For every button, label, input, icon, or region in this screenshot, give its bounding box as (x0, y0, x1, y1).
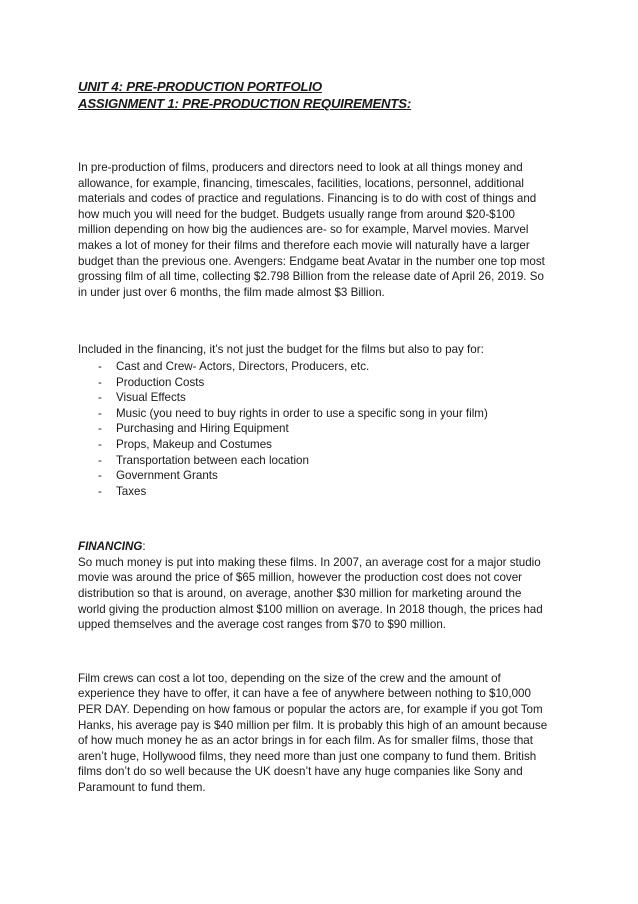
financing-title-colon: : (142, 540, 146, 554)
bullet-dash: - (98, 359, 102, 373)
list-item-text: Music (you need to buy rights in order to use a specific song in your film) (116, 406, 488, 420)
document-body (78, 78, 548, 796)
list-item (78, 390, 548, 406)
list-item-text: Taxes (116, 484, 147, 498)
assignment-heading: ASSIGNMENT 1: PRE-PRODUCTION REQUIREMENTS: (78, 96, 412, 111)
list-item (78, 468, 548, 484)
financing-paragraph: So much money is put into making these films. In 2007, an average cost for a major studio movie was around the price of $65 million, however the production cost does not cover distribution so that is around, on average, another $30 million for marketing around the world giving the production almost $100 million on average. In 2018 though, the prices had upped themselves and the average cost ranges from $70 to $90 million. (78, 555, 543, 632)
list-item (78, 421, 548, 437)
film-crews-paragraph: Film crews can cost a lot too, depending on the size of the crew and the amount of experience they have to offer, it can have a fee of anywhere between nothing to $10,000 PER DAY. Depending on how famous or popular the actors are, for example if you got Tom Hanks, his average pay is $40 million per film. It is probably this high of an amount because of how much money he as an actor brings in for each film. As for smaller films, those that aren’t huge, Hollywood films, they need more than just one company to fund them. British films don’t do so well because the UK doesn’t have any huge companies like Sony and Paramount to fund them. (78, 671, 548, 794)
bullet-dash: - (98, 469, 102, 483)
list-item-text: Cast and Crew- Actors, Directors, Producers, etc. (116, 359, 370, 373)
list-item (78, 359, 548, 375)
unit-heading: UNIT 4: PRE-PRODUCTION PORTFOLIO (78, 79, 322, 94)
intro-paragraph: In pre-production of films, producers and directors need to look at all things money and allowance, for example, financing, timescales, facilities, locations, personnel, additional materials and codes of practice and regulations. Financing is to do with cost of things and how much you will need for the budget. Budgets usually range from around $20-$100 million depending on how big the audiences are- so for example, Marvel movies. Marvel makes a lot of money for their films and therefore each movie will naturally have a larger budget than the previous one. Avengers: Endgame beat Avatar in the number one top most grossing film of all time, collecting $2.798 Billion from the release date of April 26, 2019. So in under just over 6 months, the film made almost $3 Billion. (78, 161, 545, 299)
list-item (78, 406, 548, 422)
list-item-text: Visual Effects (116, 391, 186, 405)
bullet-dash: - (98, 437, 102, 451)
bullet-dash: - (98, 391, 102, 405)
list-item-text: Government Grants (116, 469, 218, 483)
list-item (78, 484, 548, 500)
bullet-dash: - (98, 484, 102, 498)
list-item-text: Transportation between each location (116, 453, 309, 467)
bullet-dash: - (98, 422, 102, 436)
bullet-dash: - (98, 406, 102, 420)
list-item (78, 453, 548, 469)
financing-title-text: FINANCING (78, 540, 143, 554)
list-item-text: Production Costs (116, 375, 205, 389)
list-item-text: Props, Makeup and Costumes (116, 437, 272, 451)
financing-section-title (78, 539, 548, 555)
list-item (78, 437, 548, 453)
list-item-text: Purchasing and Hiring Equipment (116, 422, 289, 436)
bullet-dash: - (98, 453, 102, 467)
financing-items-list (78, 359, 548, 499)
list-item (78, 375, 548, 391)
financing-includes-intro: Included in the financing, it’s not just the budget for the films but also to pay for: (78, 343, 484, 357)
bullet-dash: - (98, 375, 102, 389)
